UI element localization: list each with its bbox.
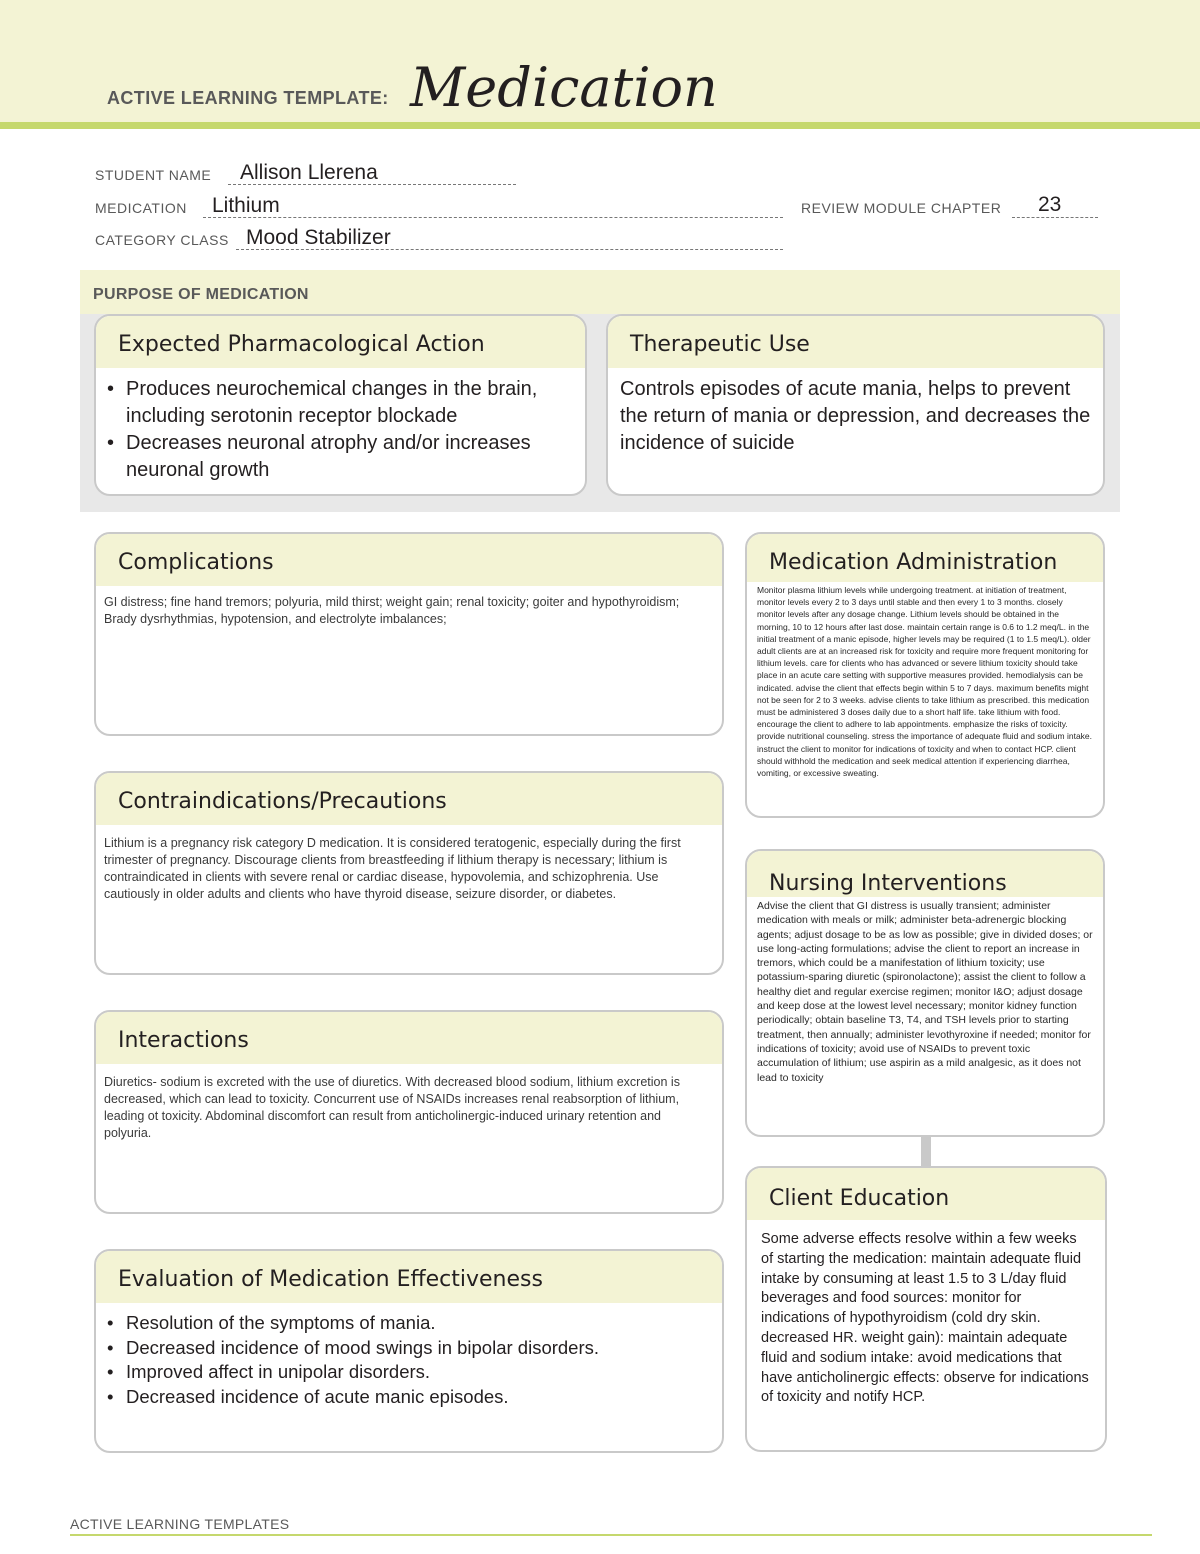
therapeutic-use-text: Controls episodes of acute mania, helps to prevent the return of mania or depression, and decreases the incidence of suicide: [620, 378, 1091, 454]
evaluation-item: • Decreased incidence of mood swings in bipolar disorders.: [104, 1336, 710, 1361]
medication-field[interactable]: Lithium: [212, 194, 280, 217]
contraindications-text: Lithium is a pregnancy risk category D medication. It is considered teratogenic, especially during the first trimester of pregnancy. Discourage clients from breastfeeding if lithium therapy is necessary; lithium is contraindicated in clients with severe renal or cardiac disease, hypovolemia, and schizophrenia. Use cautiously in older adults and clients who have thyroid disease, seizure disorder, or diabetes.: [104, 836, 681, 901]
complications-card: [94, 532, 724, 736]
evaluation-title: Evaluation of Medication Effectiveness: [96, 1251, 722, 1303]
administration-text: Monitor plasma lithium levels while undergoing treatment. at initiation of treatment, monitor levels every 2 to 3 days until stable and then every 1 to 3 months. closely monitor levels after any dosage change. Lithium levels should be obtained in the morning, 10 to 12 hours after last dose. maintain certain range is 0.6 to 1.2 meq/L. in the initial treatment of a manic episode, higher levels may be required (1 to 1.5 meq/L). older adult clients are at an increased risk for toxicity and require more frequent monitoring for lithium levels. care for clients who has advanced or severe lithium toxicity should take place in an acute care setting with supportive measures provided. hemodialysis can be indicated. advise the client that effects begin within 5 to 7 days. maximum benefits might not be seen for 2 to 3 weeks. advise clients to take lithium as prescribed. this medication must be administered 3 doses daily due to a short half life. take lithium with food. encourage the client to adhere to lab appointments. emphasize the risks of toxicity. provide nutritional counseling. stress the importance of adequate fluid and sodium intake. instruct the client to monitor for indications of toxicity and when to contact HCP. client should withhold the medication and seek medical attention if experiencing diarrhea, vomiting, or excessive sweating.: [757, 585, 1093, 779]
client-education-text: Some adverse effects resolve within a few weeks of starting the medication: maintain adequate fluid intake by consuming at least 1.5 to 3 L/day fluid beverages and food sources: monitor for indications of hypothyroidism (cold dry skin. decreased HR. weight gain): maintain adequate fluid and sodium intake: avoid medications that have anticholinergic effects: observe for indications of toxicity and notify HCP.: [761, 1231, 1089, 1406]
connector-line: [921, 1137, 931, 1167]
evaluation-item: • Decreased incidence of acute manic episodes.: [104, 1385, 710, 1410]
nursing-interventions-title: Nursing Interventions: [747, 851, 1103, 897]
category-field[interactable]: Mood Stabilizer: [246, 226, 391, 249]
nursing-interventions-card: [745, 849, 1105, 1137]
page-title: Medication: [410, 56, 718, 119]
purpose-heading: PURPOSE OF MEDICATION: [93, 286, 309, 303]
chapter-label: REVIEW MODULE CHAPTER: [801, 200, 1002, 216]
student-name-field[interactable]: Allison Llerena: [240, 161, 378, 184]
evaluation-item: • Resolution of the symptoms of mania.: [104, 1311, 710, 1336]
client-education-title: Client Education: [747, 1168, 1105, 1220]
complications-text: GI distress; fine hand tremors; polyuria, mild thirst; weight gain; renal toxicity; goiter and hypothyroidism; Brady dysrhythmias, hypotension, and electrolyte imbalances;: [104, 595, 680, 626]
complications-title: Complications: [96, 534, 722, 586]
interactions-title: Interactions: [96, 1012, 722, 1064]
footer-label: ACTIVE LEARNING TEMPLATES: [70, 1516, 290, 1532]
contraindications-title: Contraindications/Precautions: [96, 773, 722, 825]
contraindications-card: [94, 771, 724, 975]
student-name-label: STUDENT NAME: [95, 167, 212, 183]
evaluation-item: • Improved affect in unipolar disorders.: [104, 1360, 710, 1385]
therapeutic-use-title: Therapeutic Use: [608, 316, 1103, 368]
medication-label: MEDICATION: [95, 200, 187, 216]
administration-card: [745, 532, 1105, 818]
chapter-field[interactable]: 23: [1038, 193, 1062, 216]
category-label: CATEGORY CLASS: [95, 232, 229, 248]
expected-action-title: Expected Pharmacological Action: [96, 316, 585, 368]
footer-divider: [70, 1534, 1152, 1536]
expected-action-item: • Decreases neuronal atrophy and/or increases neuronal growth: [104, 430, 573, 484]
evaluation-card: [94, 1249, 724, 1453]
chapter-line: [1012, 217, 1098, 218]
expected-action-card: [94, 314, 587, 496]
header-divider: [0, 122, 1200, 129]
interactions-text: Diuretics- sodium is excreted with the use of diuretics. With decreased blood sodium, lithium excretion is decreased, which can lead to toxicity. Concurrent use of NSAIDs increases renal reabsorption of lithium, leading ot toxicity. Abdominal discomfort can result from anticholinergic-induced urinary retention and polyuria.: [104, 1075, 680, 1140]
therapeutic-use-card: [606, 314, 1105, 496]
administration-title: Medication Administration: [747, 534, 1103, 582]
template-label: ACTIVE LEARNING TEMPLATE:: [107, 88, 389, 108]
interactions-card: [94, 1010, 724, 1214]
expected-action-item: • Produces neurochemical changes in the brain, including serotonin receptor blockade: [104, 376, 573, 430]
medication-line: [203, 217, 783, 218]
client-education-card: [745, 1166, 1107, 1452]
nursing-interventions-text: Advise the client that GI distress is usually transient; administer medication with meals or milk; administer beta-adrenergic blocking agents; adjust dosage to be as low as possible; give in divided doses; or use long-acting formulations; advise the client to report an increase in tremors, which could be a manifestation of lithium toxicity; use potassium-sparing diuretic (spironolactone); assist the client to follow a healthy diet and regular exercise regimen; monitor I&O; adjust dosage and keep dose at the lowest level necessary; monitor kidney function periodically; obtain baseline T3, T4, and TSH levels prior to starting treatment, then annually; administer levothyroxine if needed; monitor for indications of toxicity; avoid use of NSAIDs to prevent toxic accumulation of lithium; use aspirin as a mild analgesic, as it does not lead to toxicity: [757, 900, 1093, 1084]
